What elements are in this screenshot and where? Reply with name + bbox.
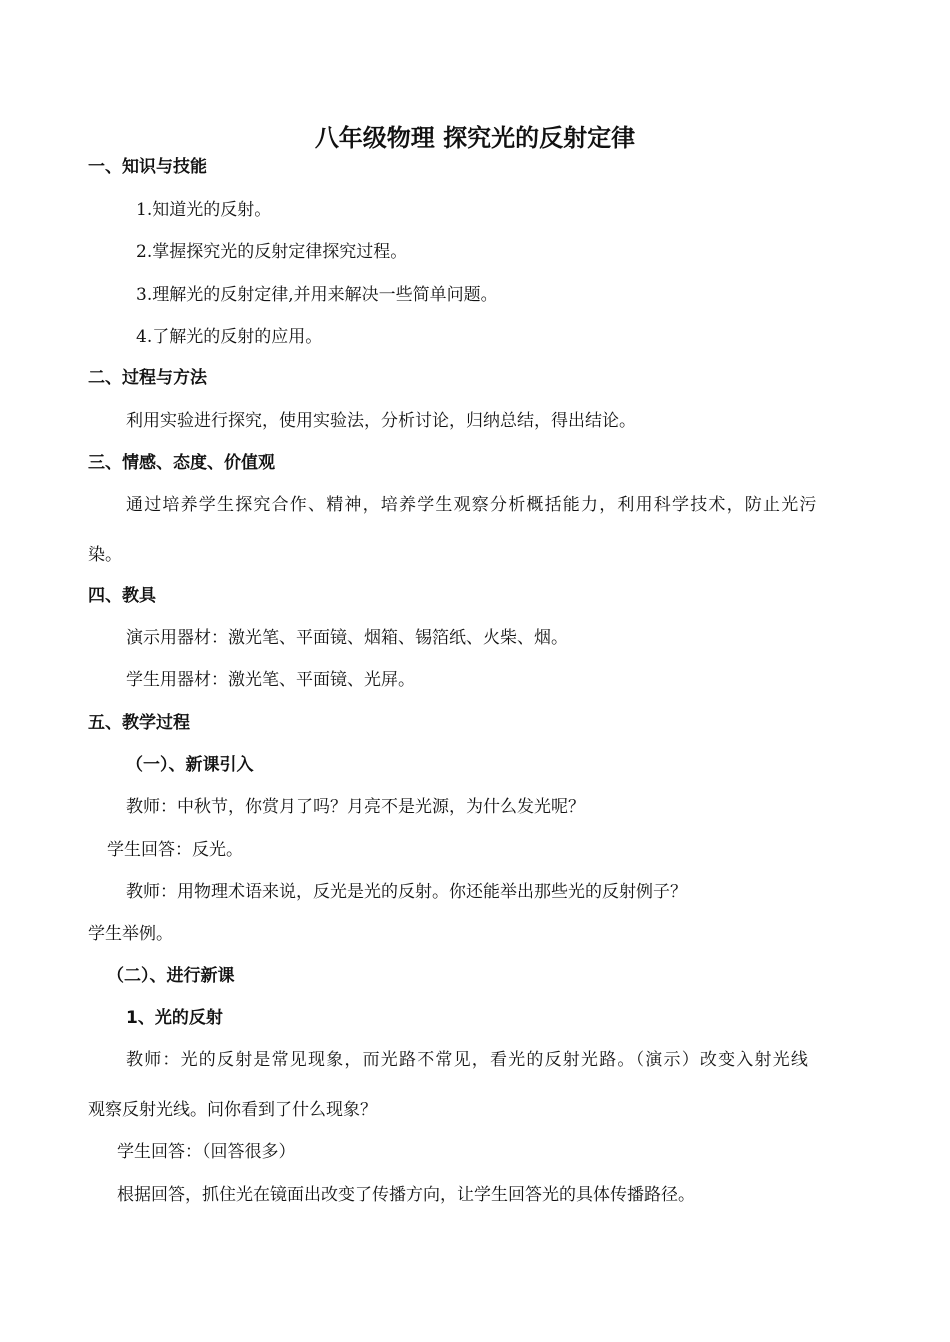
list-item: 1.知道光的反射。 <box>136 200 272 220</box>
list-item: 2.掌握探究光的反射定律探究过程。 <box>136 242 408 262</box>
topic-heading-reflection: 1、光的反射 <box>126 1008 223 1028</box>
section-heading-attitude: 三、情感、态度、价值观 <box>88 453 275 473</box>
section-heading-knowledge: 一、知识与技能 <box>88 157 207 177</box>
page-title: 八年级物理 探究光的反射定律 <box>314 124 636 152</box>
dialogue-line: 学生举例。 <box>88 924 173 944</box>
demo-equipment: 演示用器材：激光笔、平面镜、烟箱、锡箔纸、火柴、烟。 <box>126 628 568 648</box>
list-item: 3.理解光的反射定律,并用来解决一些简单问题。 <box>136 285 498 305</box>
dialogue-line: 教师：中秋节，你赏月了吗？月亮不是光源，为什么发光呢？ <box>126 797 585 817</box>
paragraph-continuation: 染。 <box>88 545 122 565</box>
dialogue-line: 学生回答：（回答很多） <box>117 1142 296 1162</box>
dialogue-line: 教师：用物理术语来说，反光是光的反射。你还能举出那些光的反射例子？ <box>126 882 687 902</box>
list-item: 4.了解光的反射的应用。 <box>136 327 323 347</box>
section-heading-tools: 四、教具 <box>88 586 156 606</box>
student-equipment: 学生用器材：激光笔、平面镜、光屏。 <box>126 670 415 690</box>
subsection-heading-new-lesson: （二）、进行新课 <box>107 966 235 986</box>
section-heading-teaching: 五、教学过程 <box>88 713 190 733</box>
dialogue-line: 观察反射光线。问你看到了什么现象？ <box>88 1100 377 1120</box>
subsection-heading-intro: （一）、新课引入 <box>126 755 254 775</box>
paragraph: 利用实验进行探究，使用实验法，分析讨论，归纳总结，得出结论。 <box>126 411 636 431</box>
dialogue-line: 根据回答，抓住光在镜面出改变了传播方向，让学生回答光的具体传播路径。 <box>117 1185 695 1205</box>
section-heading-process: 二、过程与方法 <box>88 368 207 388</box>
dialogue-line: 教师：光的反射是常见现象，而光路不常见，看光的反射光路。（演示）改变入射光线 <box>126 1050 810 1070</box>
paragraph: 通过培养学生探究合作、精神，培养学生观察分析概括能力，利用科学技术，防止光污 <box>126 495 818 515</box>
dialogue-line: 学生回答：反光。 <box>107 840 243 860</box>
